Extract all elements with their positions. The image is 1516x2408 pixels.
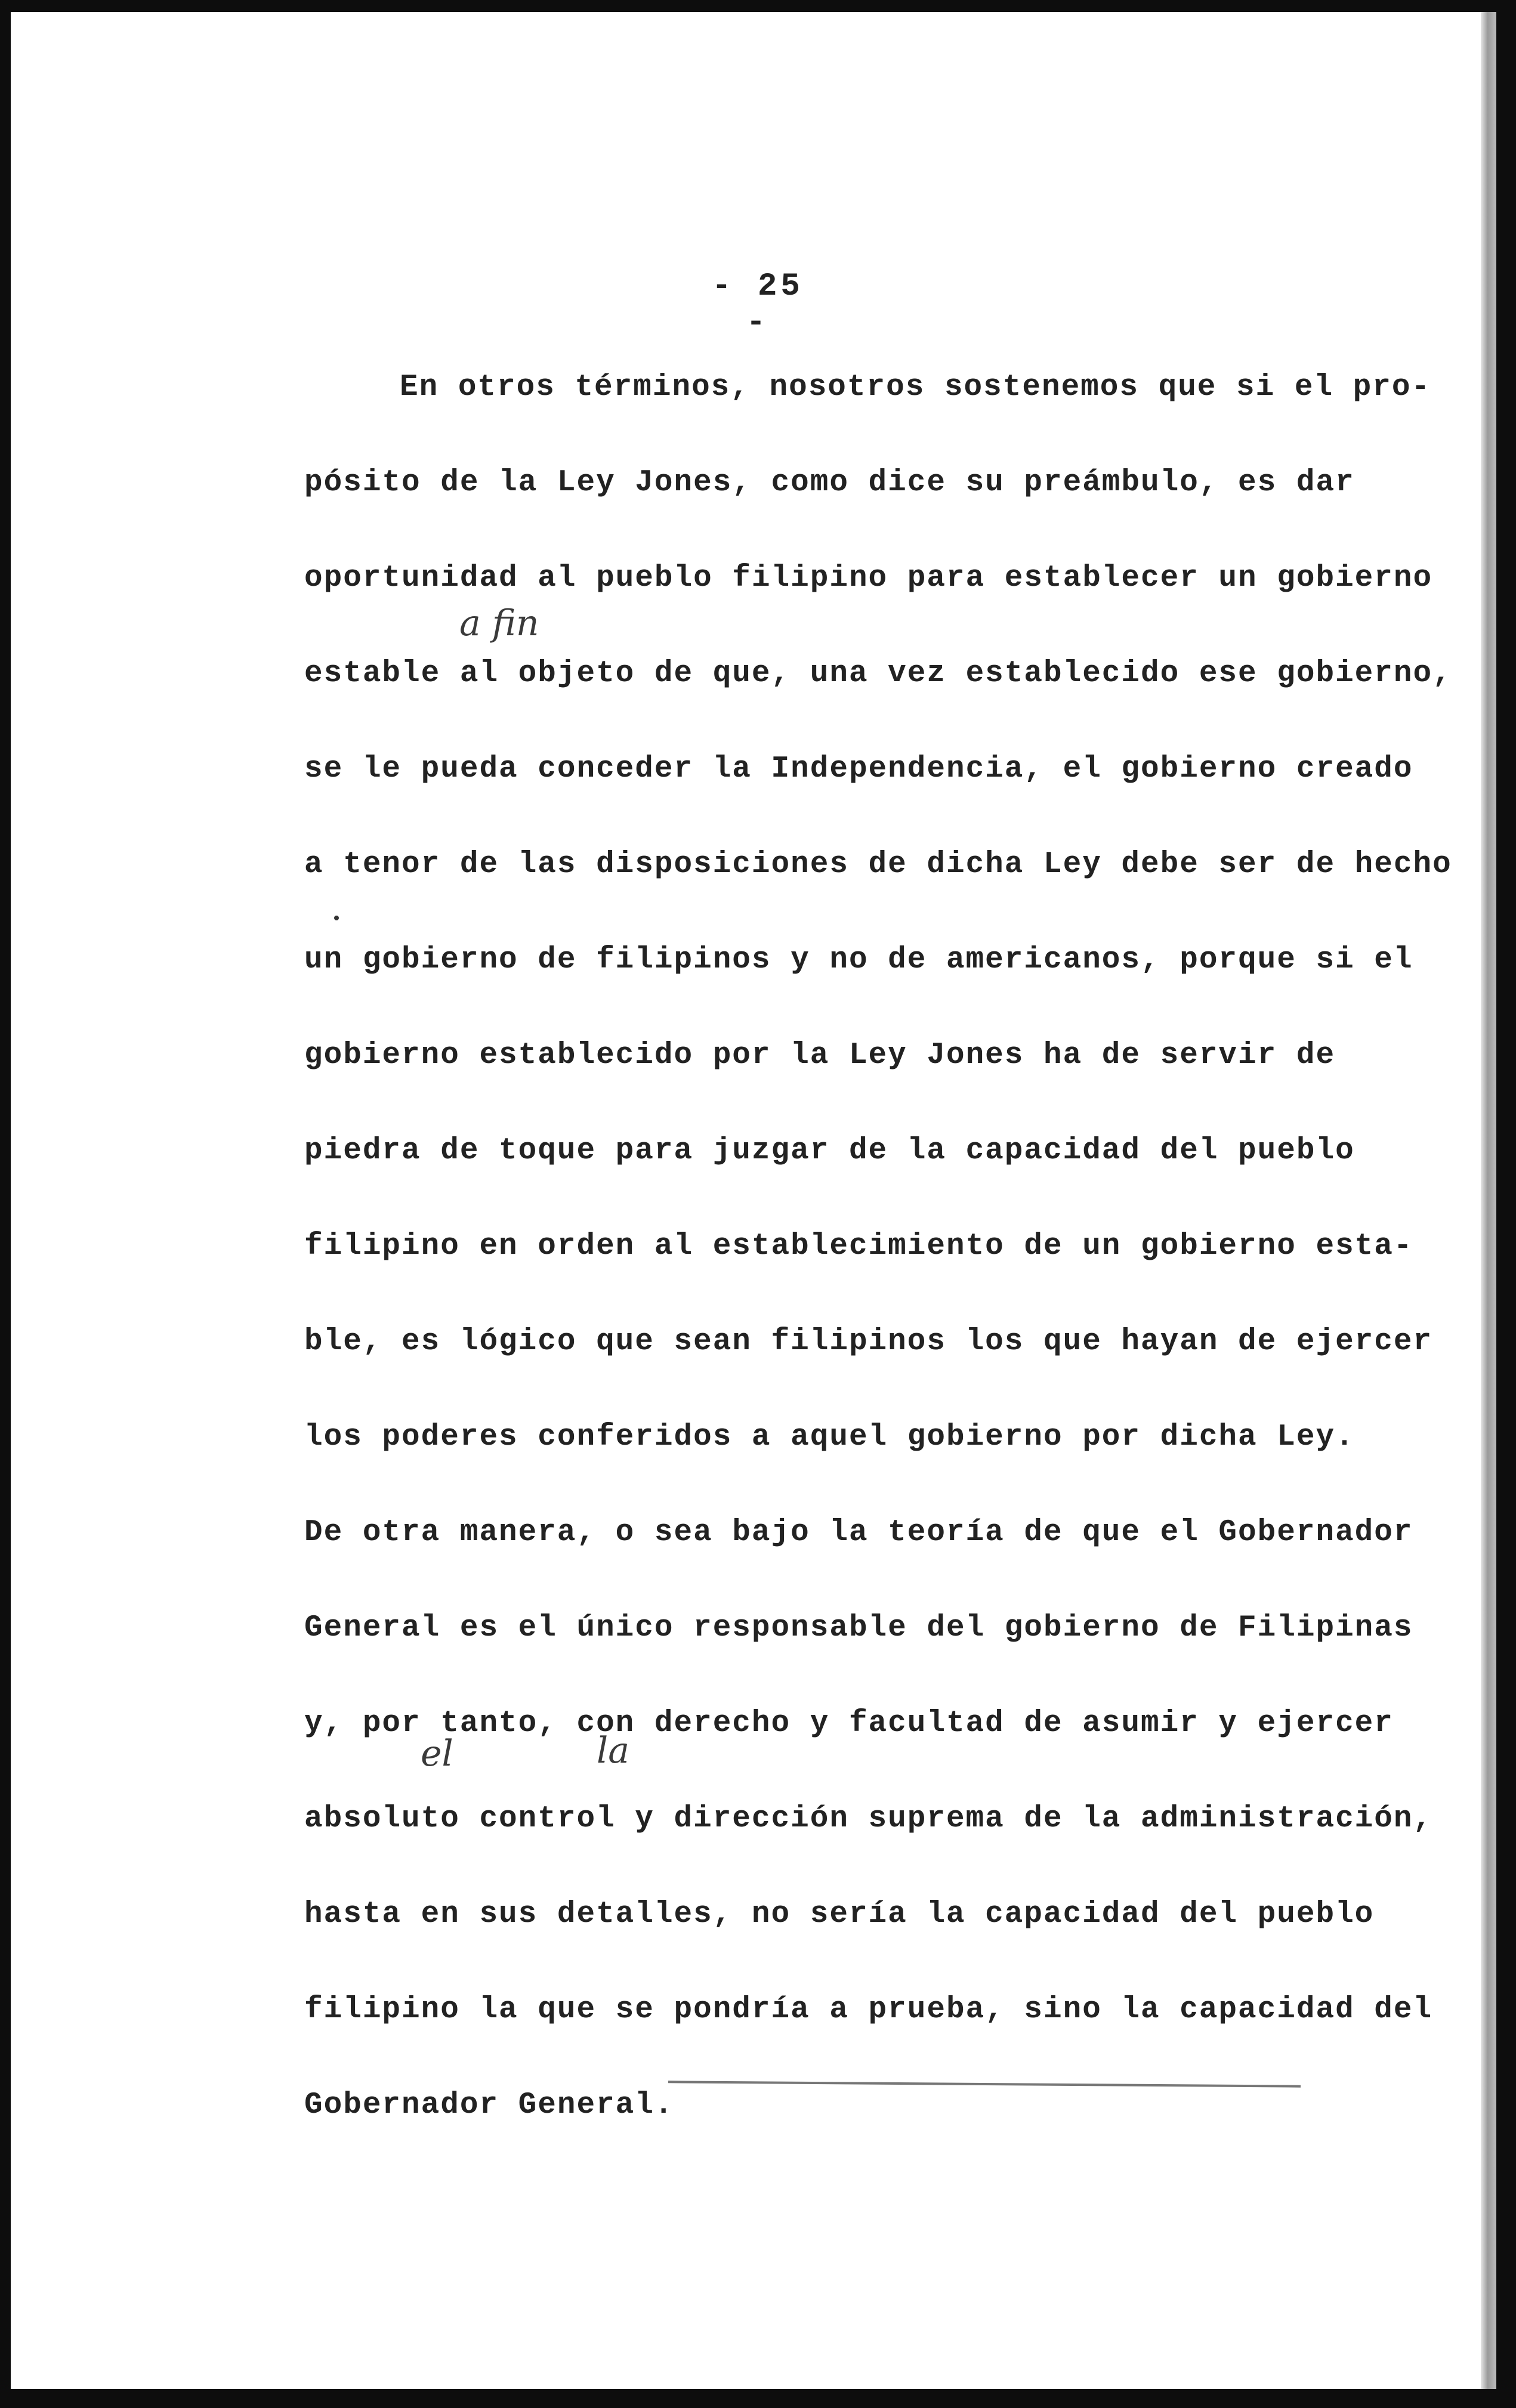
text-line: se le pueda conceder la Independencia, el gobierno creado [304,752,1413,786]
text-line: gobierno establecido por la Ley Jones ha de servir de [304,1038,1336,1072]
text-line: absoluto control y dirección suprema de la administración, [304,1802,1433,1836]
text-line: ble, es lógico que sean filipinos los que hayan de ejercer [304,1325,1433,1359]
handwritten-correction: el [421,1733,453,1775]
text-line: y, por tanto, con derecho y facultad de asumir y ejercer [304,1707,1394,1741]
text-line: estable al objeto de que, una vez establecido ese gobierno, [304,657,1452,691]
text-line: En otros términos, nosotros sostenemos que si el pro- [400,370,1431,404]
ink-speck [334,916,339,920]
text-line: los poderes conferidos a aquel gobierno por dicha Ley. [304,1420,1355,1454]
text-line: un gobierno de filipinos y no de americanos, porque si el [304,943,1413,977]
text-line: hasta en sus detalles, no sería la capacidad del pueblo [304,1897,1375,1931]
text-line: oportunidad al pueblo filipino para establecer un gobierno [304,561,1433,595]
text-line: Gobernador General. [304,2088,674,2122]
page-edge [1481,12,1496,2389]
text-line: piedra de toque para juzgar de la capacidad del pueblo [304,1134,1355,1168]
text-line: filipino la que se pondría a prueba, sino la capacidad del [304,1993,1433,2027]
text-line: filipino en orden al establecimiento de un gobierno esta- [304,1229,1413,1263]
handwritten-correction: la [597,1730,629,1772]
text-line: De otra manera, o sea bajo la teoría de que el Gobernador [304,1516,1413,1550]
handwritten-correction: a fin [459,602,539,644]
page-number: - 25 - [712,268,804,341]
text-line: a tenor de las disposiciones de dicha Ley debe ser de hecho [304,848,1452,882]
text-line: General es el único responsable del gobierno de Filipinas [304,1611,1413,1645]
text-line: pósito de la Ley Jones, como dice su preámbulo, es dar [304,466,1355,500]
